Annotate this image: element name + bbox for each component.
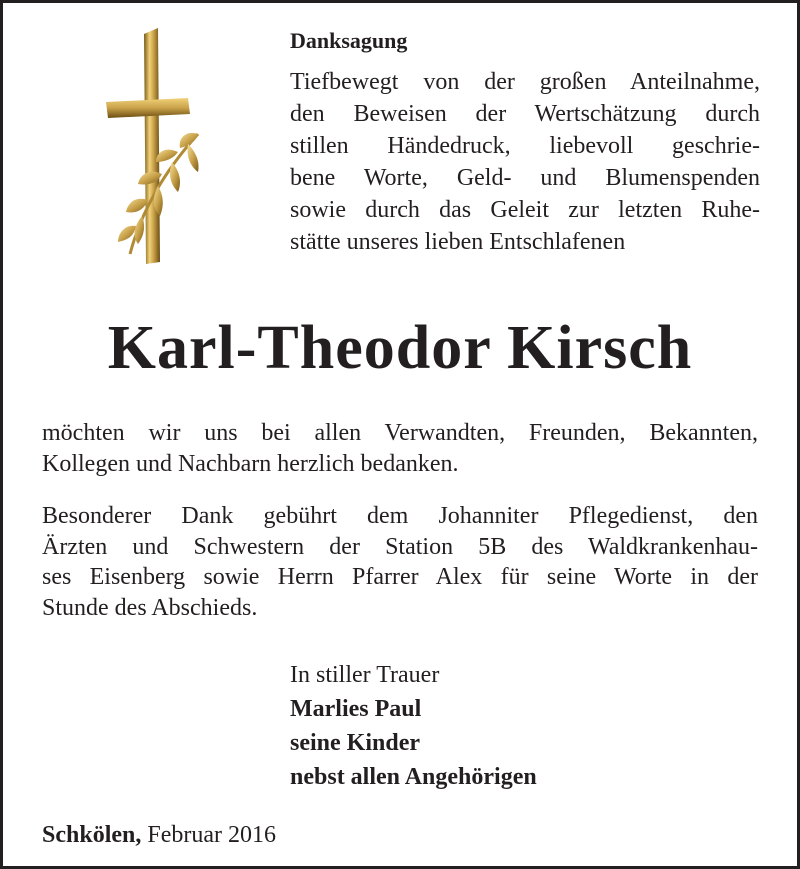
- intro-line: den Beweisen der Wertschätzung durch: [290, 101, 760, 127]
- thanks-line: möchten wir uns bei allen Verwandten, Freunden, Bekannten,: [42, 420, 758, 446]
- intro-line: stätte unseres lieben Entschlafenen: [290, 229, 626, 255]
- signoff-section: [290, 658, 537, 794]
- intro-line: stillen Händedruck, liebevoll geschrie-: [290, 133, 760, 159]
- thanks-line: Kollegen und Nachbarn herzlich bedanken.: [42, 450, 459, 477]
- intro-line: sowie durch das Geleit zur letzten Ruhe-: [290, 197, 760, 223]
- mourner-name: seine Kinder: [290, 730, 420, 756]
- special-thanks-line: Ärzten und Schwestern der Station 5B des Waldkrankenhau-: [42, 533, 758, 560]
- cross-with-palm-branch-icon: [100, 26, 210, 266]
- special-thanks-line: Stunde des Abschieds.: [42, 594, 258, 621]
- special-thanks-paragraph: [42, 501, 758, 623]
- date: Februar 2016: [147, 822, 277, 848]
- signoff-intro: In stiller Trauer: [290, 662, 440, 688]
- thanks-paragraph: [42, 418, 758, 479]
- mourner-name: Marlies Paul: [290, 696, 422, 722]
- place-and-date: [42, 818, 276, 852]
- intro-text: [290, 66, 760, 258]
- notice-heading: Danksagung: [290, 28, 408, 53]
- special-thanks-line: ses Eisenberg sowie Herrn Pfarrer Alex für seine Worte in der: [42, 564, 758, 590]
- mourner-name: nebst allen Angehörigen: [290, 764, 537, 790]
- intro-section: [290, 26, 760, 258]
- intro-line: bene Worte, Geld- und Blumenspenden: [290, 165, 760, 191]
- place: Schkölen,: [42, 822, 142, 848]
- intro-line: Tiefbewegt von der großen Anteilnahme,: [290, 69, 760, 95]
- special-thanks-line: Besonderer Dank gebührt dem Johanniter Pflegedienst, den: [42, 503, 758, 529]
- deceased-name: Karl-Theodor Kirsch: [107, 314, 693, 382]
